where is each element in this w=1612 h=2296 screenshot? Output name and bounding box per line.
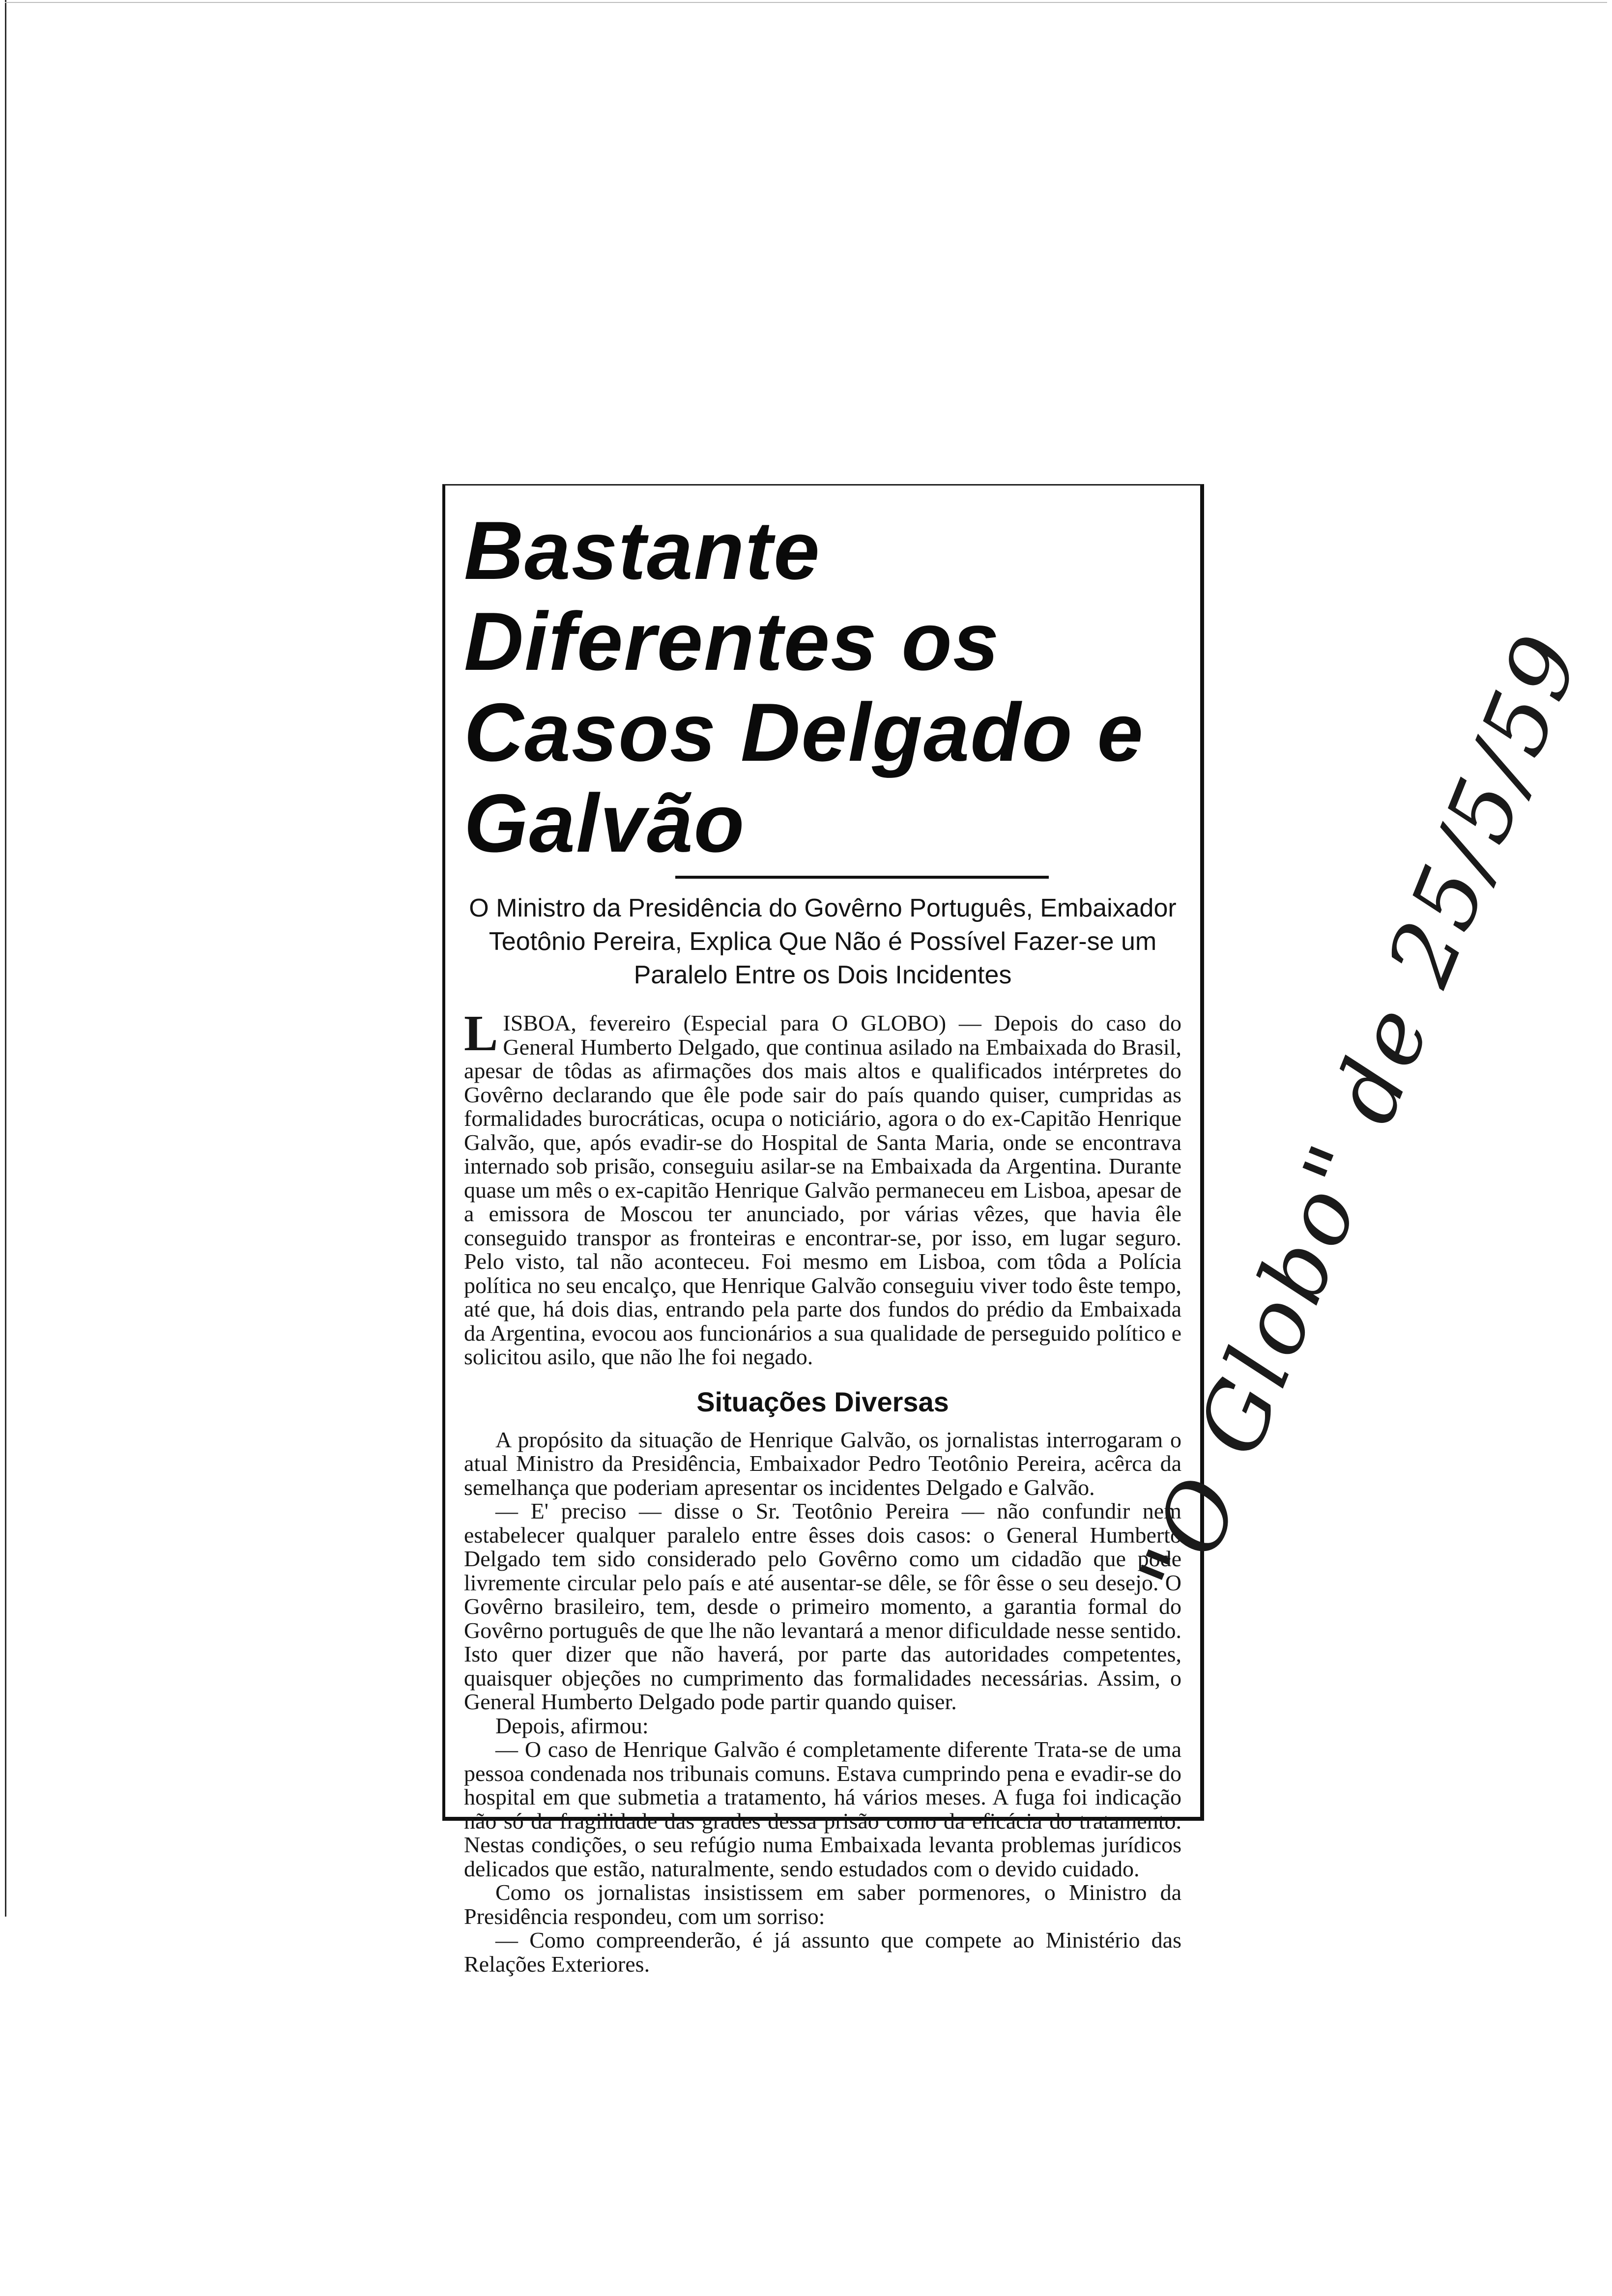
headline-divider xyxy=(675,876,1049,879)
headline-line-1: Bastante Diferentes os xyxy=(464,504,1000,688)
article-paragraph: — Como compreenderão, é já assunto que compete ao Ministério das Relações Exteriores. xyxy=(464,1927,1181,1977)
lead-paragraph xyxy=(464,1005,1181,1369)
newspaper-clipping xyxy=(442,484,1204,1977)
scan-page-top-edge xyxy=(5,2,1607,3)
headline xyxy=(464,505,1181,869)
article-paragraph: — E' preciso — disse o Sr. Teotônio Pereira — não confundir nem estabelecer qualquer paralelo entre êsses dois casos: o General Humberto Delgado tem sido considerado pelo Govêrno como um cidadão que pode livremente circular pelo país e até ausentar-se dêle, se fôr êsse o seu desejo. O Govêrno brasileiro, tem, desde o primeiro momento, a garantia formal do Govêrno português de que lhe não levantará a menor dificuldade nesse sentido. Isto quer dizer que não haverá, por parte das autoridades competentes, quaisquer objeções no cumprimento das formalidades necessárias. Assim, o General Humberto Delgado pode partir quando quiser. xyxy=(464,1498,1181,1714)
scan-page-edge xyxy=(5,0,6,1917)
article-paragraph: A propósito da situação de Henrique Galvão, os jornalistas interrogaram o atual Ministro da Presidência, Embaixador Pedro Teotônio Pereira, acêrca da semelhança que poderiam apresentar os incidentes Delgado e Galvão. xyxy=(464,1427,1181,1500)
subheadline: O Ministro da Presidência do Govêrno Português, Embaixador Teotônio Pereira, Explica Que Não é Possível Fazer-se um Paralelo Entre os Dois Incidentes xyxy=(469,894,1177,989)
article-paragraph: Depois, afirmou: xyxy=(495,1713,649,1738)
section-heading: Situações Diversas xyxy=(696,1386,949,1417)
drop-cap: L xyxy=(464,1005,498,1062)
article-paragraph: Como os jornalistas insistissem em saber pormenores, o Ministro da Presidência respondeu, com um sorriso: xyxy=(464,1880,1181,1929)
lead-paragraph-text: ISBOA, fevereiro (Especial para O GLOBO) — Depois do caso do General Humberto Delgado, que continua asilado na Embaixada do Brasil, apesar de tôdas as afirmações dos mais altos e qualificados intérpretes do Govêrno declarando que êle pode sair do país quando quiser, cumpridas as formalidades burocráticas, ocupa o noticiário, agora o do ex-Capitão Henrique Galvão, que, após evadir-se do Hospital de Santa Maria, onde se encontrava internado sob prisão, conseguiu asilar-se na Embaixada da Argentina. Durante quase um mês o ex-capitão Henrique Galvão permaneceu em Lisboa, apesar de a emissora de Moscou ter anunciado, por várias vêzes, que havia êle conseguido transpor as fronteiras e encontrar-se, por isso, em lugar seguro. Pelo visto, tal não aconteceu. Foi mesmo em Lisboa, com tôda a Polícia política no seu encalço, que Henrique Galvão conseguiu viver todo êste tempo, até que, há dois dias, entrando pela parte dos fundos do prédio da Embaixada da Argentina, evocou aos funcionários a sua qualidade de perseguido político e solicitou asilo, que não lhe foi negado. xyxy=(464,1010,1181,1369)
article-paragraph: — O caso de Henrique Galvão é completamente diferente Trata-se de uma pessoa condenada nos tribunais comuns. Estava cumprindo pena e evadir-se do hospital em que submetia a tratamento, há vários meses. A fuga foi indicação não só da fragilidade das grades dessa prisão como da eficácia do tratamento. Nestas condições, o seu refúgio numa Embaixada levanta problemas jurídicos delicados que estão, naturalmente, sendo estudados com o devido cuidado. xyxy=(464,1737,1181,1881)
headline-line-2: Casos Delgado e Galvão xyxy=(464,686,1144,869)
handwritten-source-note: "O Globo" de 25/5/59 xyxy=(1121,618,1602,1611)
